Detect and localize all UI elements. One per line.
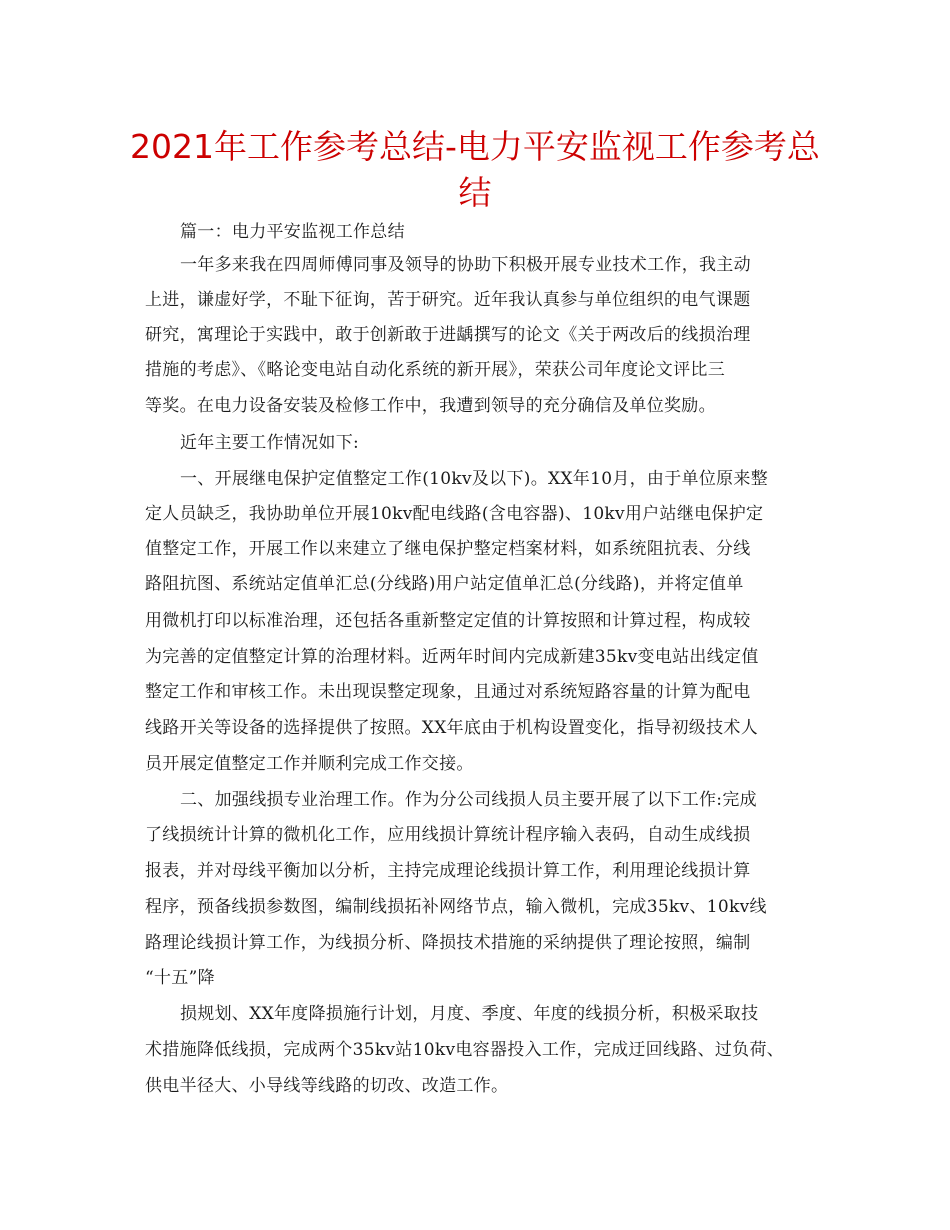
paragraph-line: 为完善的定值整定计算的治理材料。近两年时间内完成新建35kv变电站出线定值 — [145, 647, 759, 667]
paragraph-line: 程序，预备线损参数图，编制线损拓补网络节点，输入微机，完成35kv、10kv线 — [145, 897, 767, 917]
paragraph-line: 了线损统计计算的微机化工作，应用线损计算统计程序输入表码，自动生成线损 — [145, 825, 751, 845]
paragraph-line: 线路开关等设备的选择提供了按照。XX年底由于机构设置变化，指导初级技术人 — [145, 718, 759, 738]
paragraph-line: 整定工作和审核工作。未出现误整定现象，且通过对系统短路容量的计算为配电 — [145, 682, 751, 702]
title-line-2: 结 — [458, 173, 492, 212]
paragraph-line: 一年多来我在四周师傅同事及领导的协助下积极开展专业技术工作，我主动 — [180, 255, 751, 275]
paragraph-line: 路理论线损计算工作，为线损分析、降损技术措施的采纳提供了理论按照，编制 — [145, 933, 751, 953]
paragraph-line: 等奖。在电力设备安装及检修工作中，我遭到领导的充分确信及单位奖励。 — [145, 396, 716, 416]
paragraph-line: 上进，谦虚好学，不耻下征询，苦于研究。近年我认真参与单位组织的电气课题 — [145, 290, 751, 310]
paragraph-line: “十五”降 — [145, 968, 215, 988]
paragraph-line: 用微机打印以标准治理，还包括各重新整定定值的计算按照和计算过程，构成较 — [145, 611, 751, 631]
paragraph-line: 损规划、XX年度降损施行计划，月度、季度、年度的线损分析，积极采取技 — [180, 1004, 759, 1024]
paragraph-line: 供电半径大、小导线等线路的切改、改造工作。 — [145, 1076, 509, 1096]
title-line-1: 2021年工作参考总结-电力平安监视工作参考总 — [130, 127, 820, 166]
paragraph-line: 术措施降低线损，完成两个35kv站10kv电容器投入工作，完成迂回线路、过负荷、 — [145, 1040, 785, 1060]
paragraph-line: 员开展定值整定工作并顺利完成工作交接。 — [145, 754, 474, 774]
paragraph-line: 定人员缺乏，我协助单位开展10kv配电线路(含电容器)、10kv用户站继电保护定 — [145, 504, 764, 524]
paragraph-line: 近年主要工作情况如下: — [180, 433, 360, 453]
paragraph-line: 措施的考虑》、《略论变电站自动化系统的新开展》，荣获公司年度论文评比三 — [145, 360, 725, 380]
paragraph-line: 值整定工作，开展工作以来建立了继电保护整定档案材料，如系统阻抗表、分线 — [145, 539, 751, 559]
paragraph-line: 报表，并对母线平衡加以分析，主持完成理论线损计算工作，利用理论线损计算 — [145, 861, 751, 881]
paragraph-line: 一、开展继电保护定值整定工作(10kv及以下)。XX年10月，由于单位原来整 — [180, 469, 769, 489]
document-title — [120, 124, 830, 216]
paragraph-line: 研究，寓理论于实践中，敢于创新敢于进龋撰写的论文《关于两改后的线损治理 — [145, 325, 751, 345]
paragraph-line: 路阻抗图、系统站定值单汇总(分线路)用户站定值单汇总(分线路)，并将定值单 — [145, 574, 744, 594]
section-heading: 篇一：电力平安监视工作总结 — [180, 222, 405, 242]
paragraph-line: 二、加强线损专业治理工作。作为分公司线损人员主要开展了以下工作:完成 — [180, 790, 757, 810]
